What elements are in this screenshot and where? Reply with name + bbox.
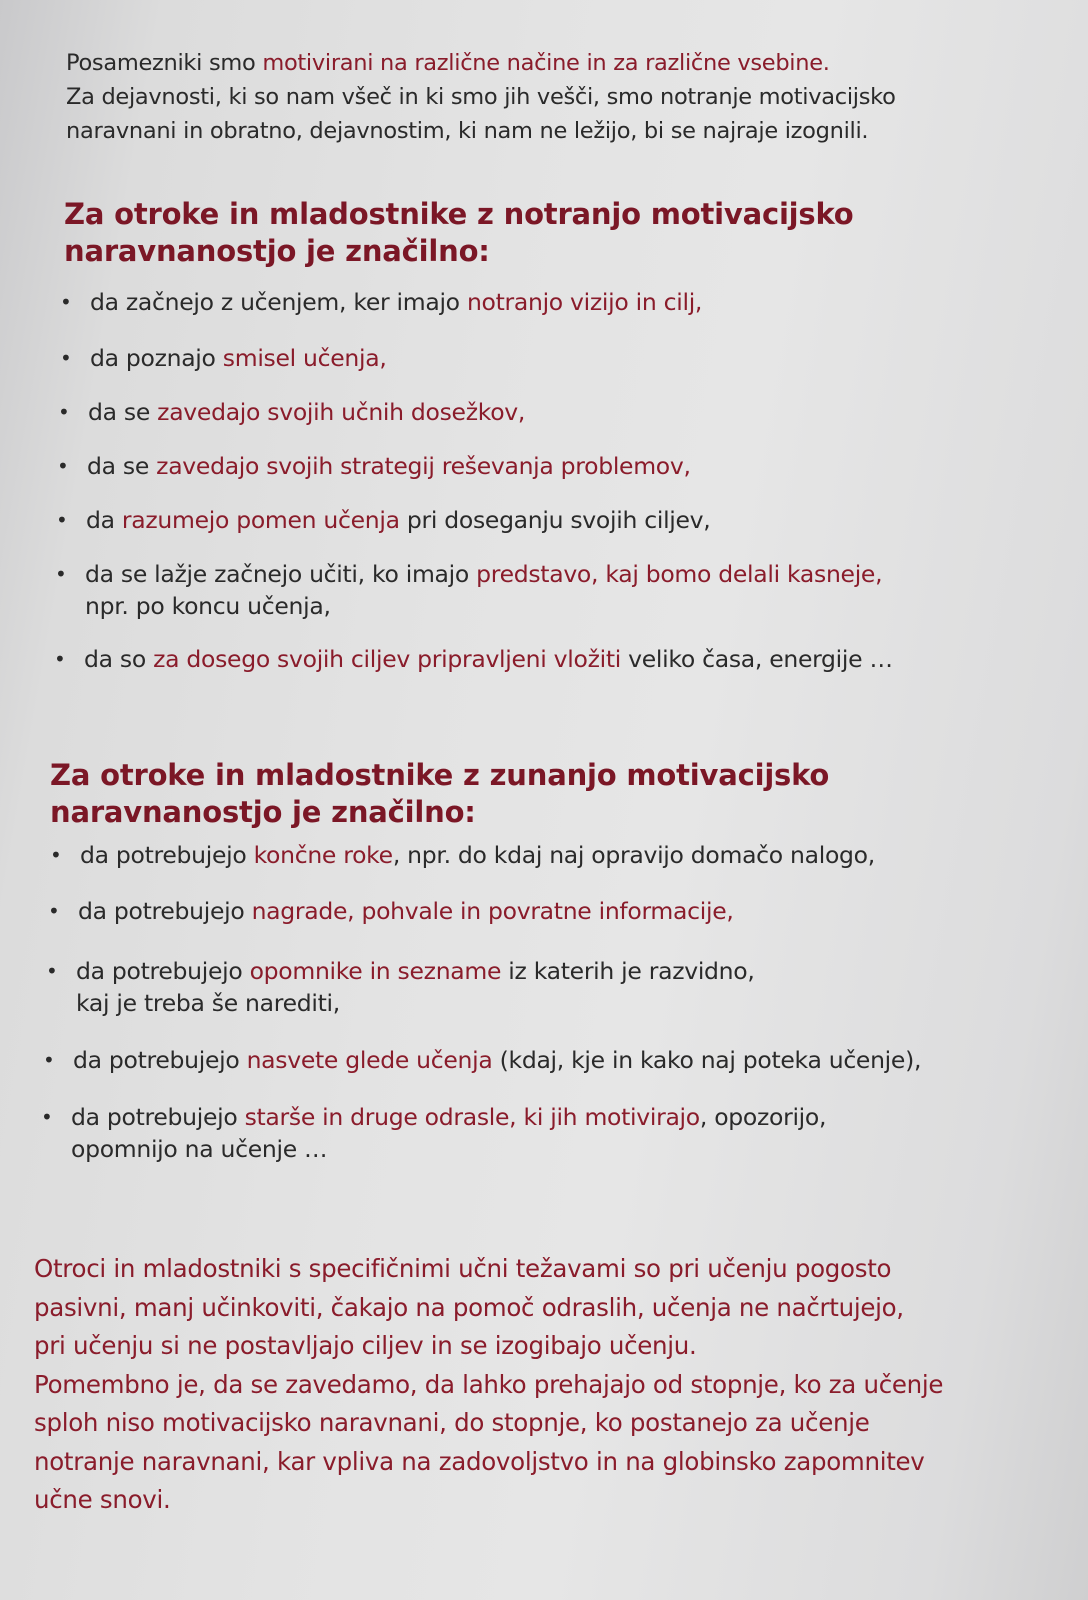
- highlighted-text: motivirani na različne načine in za različne vsebine.: [262, 50, 830, 76]
- intro-line: [66, 46, 1026, 80]
- highlighted-text: starše in druge odrasle, ki jih motivirajo: [244, 1103, 700, 1131]
- text-run: da se lažje začnejo učiti, ko imajo: [85, 560, 477, 588]
- text-run: da začnejo z učenjem, ker imajo: [90, 288, 467, 316]
- section-heading-internal: [64, 196, 964, 270]
- list-item-text: [85, 560, 882, 620]
- closing-line: Pomembno je, da se zavedamo, da lahko prehajajo od stopnje, ko za učenje: [34, 1369, 944, 1399]
- section-heading-external: [50, 757, 950, 831]
- closing-line: pasivni, manj učinkoviti, čakajo na pomoč odraslih, učenja ne načrtujejo,: [34, 1292, 904, 1322]
- list-item: [46, 955, 755, 1019]
- list-item: [48, 895, 734, 927]
- list-item-text: [80, 841, 875, 869]
- text-run: da se: [88, 398, 158, 426]
- highlighted-text: za dosego svojih ciljev pripravljeni vložiti: [153, 645, 621, 673]
- bullet-icon: •: [50, 843, 62, 867]
- bullet-icon: •: [58, 400, 70, 424]
- closing-line: notranje naravnani, kar vpliva na zadovoljstvo in na globinsko zapomnitev: [34, 1446, 925, 1476]
- list-item: [57, 450, 691, 482]
- text-run: da poznajo: [90, 344, 223, 372]
- heading-line: naravnanostjo je značilno:: [50, 795, 476, 829]
- closing-line: učne snovi.: [34, 1485, 171, 1514]
- list-item-text: [86, 506, 710, 534]
- bullet-icon: •: [41, 1105, 53, 1129]
- text-run: da potrebujejo: [78, 897, 252, 925]
- text-run: npr. po koncu učenja,: [85, 592, 331, 620]
- highlighted-text: notranjo vizijo in cilj,: [466, 288, 703, 316]
- list-item: [60, 342, 387, 374]
- text-run: naravnani in obratno, dejavnostim, ki nam ne ležijo, bi se najraje izognili.: [66, 118, 869, 144]
- closing-line: Otroci in mladostniki s specifičnimi učni težavami so pri učenju pogosto: [34, 1254, 892, 1283]
- bullet-icon: •: [54, 647, 66, 671]
- highlighted-text: zavedajo svojih učnih dosežkov,: [157, 398, 526, 426]
- text-run: da: [86, 506, 122, 534]
- closing-paragraph: [34, 1250, 1074, 1520]
- list-item: [50, 839, 875, 871]
- bullet-icon: •: [56, 508, 68, 532]
- list-item-text: [87, 452, 691, 480]
- bullet-icon: •: [60, 346, 72, 370]
- highlighted-text: opomnike in sezname: [249, 957, 502, 985]
- list-item-text: [90, 344, 387, 372]
- text-run: da potrebujejo: [71, 1103, 245, 1131]
- highlighted-text: predstavo, kaj bomo delali kasneje,: [476, 560, 883, 588]
- text-run: da so: [84, 645, 154, 673]
- highlighted-text: končne roke: [253, 841, 393, 869]
- highlighted-text: nagrade, pohvale in povratne informacije,: [251, 897, 734, 925]
- highlighted-text: nasvete glede učenja: [246, 1046, 493, 1074]
- list-item-text: [71, 1103, 826, 1163]
- bullet-icon: •: [48, 899, 60, 923]
- closing-line: sploh niso motivacijsko naravnani, do stopnje, ko postanejo za učenje: [34, 1408, 870, 1437]
- text-run: da potrebujejo: [80, 841, 254, 869]
- bullet-icon: •: [43, 1048, 55, 1072]
- list-item-text: [73, 1046, 921, 1074]
- list-item-text: [76, 957, 755, 1017]
- text-run: (kdaj, kje in kako naj poteka učenje),: [492, 1046, 922, 1074]
- text-run: iz katerih je razvidno,: [501, 957, 755, 985]
- list-item: [60, 286, 703, 318]
- text-run: pri doseganju svojih ciljev,: [399, 506, 711, 534]
- list-item: [54, 643, 893, 675]
- closing-line: pri učenju si ne postavljajo ciljev in se izogibajo učenju.: [34, 1331, 697, 1360]
- text-run: veliko časa, energije …: [620, 645, 893, 673]
- list-item-text: [88, 398, 525, 426]
- list-item: [55, 558, 883, 622]
- text-run: da potrebujejo: [73, 1046, 247, 1074]
- list-item-text: [78, 897, 734, 925]
- bullet-icon: •: [60, 290, 72, 314]
- highlighted-text: smisel učenja,: [222, 344, 387, 372]
- highlighted-text: zavedajo svojih strategij reševanja problemov,: [156, 452, 691, 480]
- text-run: , npr. do kdaj naj opravijo domačo nalogo,: [392, 841, 875, 869]
- bullet-icon: •: [57, 454, 69, 478]
- text-run: kaj je treba še narediti,: [76, 989, 340, 1017]
- heading-line: Za otroke in mladostnike z notranjo motivacijsko: [64, 197, 854, 231]
- heading-line: Za otroke in mladostnike z zunanjo motivacijsko: [50, 758, 830, 792]
- list-item: [43, 1044, 922, 1076]
- highlighted-text: razumejo pomen učenja: [121, 506, 400, 534]
- list-item-text: [84, 645, 893, 673]
- intro-paragraph: [66, 46, 1026, 148]
- intro-line: [66, 114, 1026, 148]
- text-run: opomnijo na učenje …: [71, 1135, 328, 1163]
- intro-line: [66, 80, 1026, 114]
- text-run: , opozorijo,: [699, 1103, 827, 1131]
- text-run: Za dejavnosti, ki so nam všeč in ki smo jih vešči, smo notranje motivacijsko: [66, 84, 896, 110]
- text-run: Posamezniki smo: [66, 50, 263, 76]
- text-run: da potrebujejo: [76, 957, 250, 985]
- list-item: [58, 396, 526, 428]
- list-item: [56, 504, 711, 536]
- bullet-icon: •: [55, 562, 67, 586]
- list-item-text: [90, 288, 702, 316]
- list-item: [41, 1101, 827, 1165]
- text-run: da se: [87, 452, 157, 480]
- bullet-icon: •: [46, 959, 58, 983]
- heading-line: naravnanostjo je značilno:: [64, 234, 490, 268]
